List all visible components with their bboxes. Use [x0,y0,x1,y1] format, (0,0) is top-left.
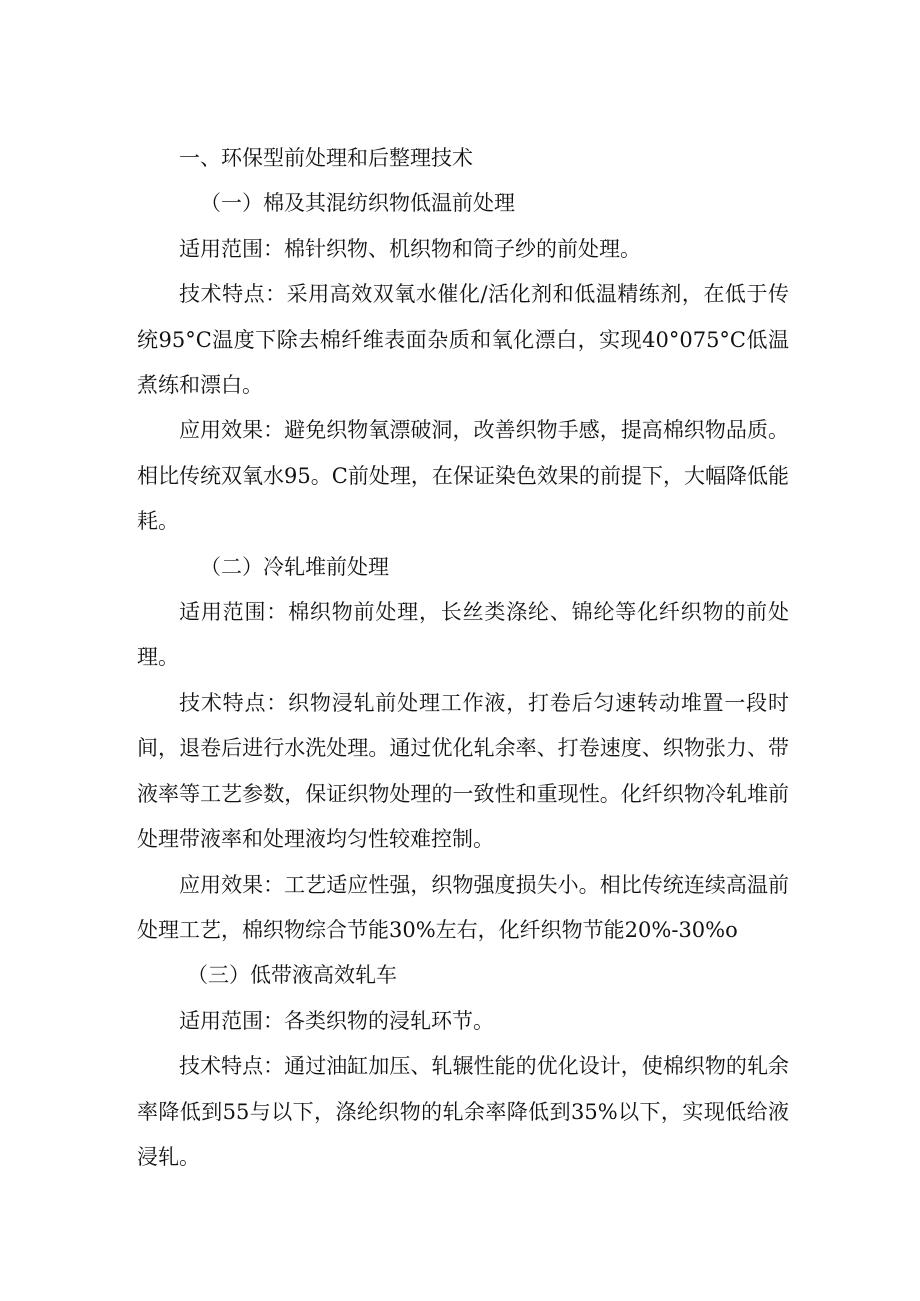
paragraph-effects-1: 应用效果：避免织物氧漂破洞，改善织物手感，提高棉织物品质。相比传统双氧水95。C前处理，在保证染色效果的前提下，大幅降低能耗。 [137,418,789,534]
paragraph-features-1: 技术特点：采用高效双氧水催化/活化剂和低温精练剂，在低于传统95°C温度下除去棉纤维表面杂质和氧化漂白，实现40°075°C低温煮练和漂白。 [137,282,789,398]
paragraph-effects-2: 应用效果：工艺适应性强，织物强度损失小。相比传统连续高温前处理工艺，棉织物综合节能30%左右，化纤织物节能20%-30%o [137,872,789,942]
paragraph-features-3: 技术特点：通过油缸加压、轧辗性能的优化设计，使棉织物的轧余率降低到55与以下，涤纶织物的轧余率降低到35%以下，实现低给液浸轧。 [137,1054,789,1169]
paragraph-scope-1: 适用范围：棉针织物、机织物和筒子纱的前处理。 [179,236,641,261]
paragraph-scope-2: 适用范围：棉织物前处理，长丝类涤纶、锦纶等化纤织物的前处理。 [137,600,789,670]
document-body [137,136,789,1180]
paragraph-features-2: 技术特点：织物浸轧前处理工作液，打卷后匀速转动堆置一段时间，退卷后进行水洗处理。通过优化轧余率、打卷速度、织物张力、带液率等工艺参数，保证织物处理的一致性和重现性。化纤织物冷轧堆前处理带液率和处理液均匀性较难控制。 [137,690,789,852]
paragraph-scope-3: 适用范围：各类织物的浸轧环节。 [179,1008,494,1033]
subsection-heading-2: （二）冷轧堆前处理 [200,554,389,579]
subsection-heading-1: （一）棉及其混纺织物低温前处理 [200,191,515,216]
subsection-heading-3: （三）低带液高效轧车 [187,963,397,988]
section-title: 一、环保型前处理和后整理技术 [179,146,473,170]
